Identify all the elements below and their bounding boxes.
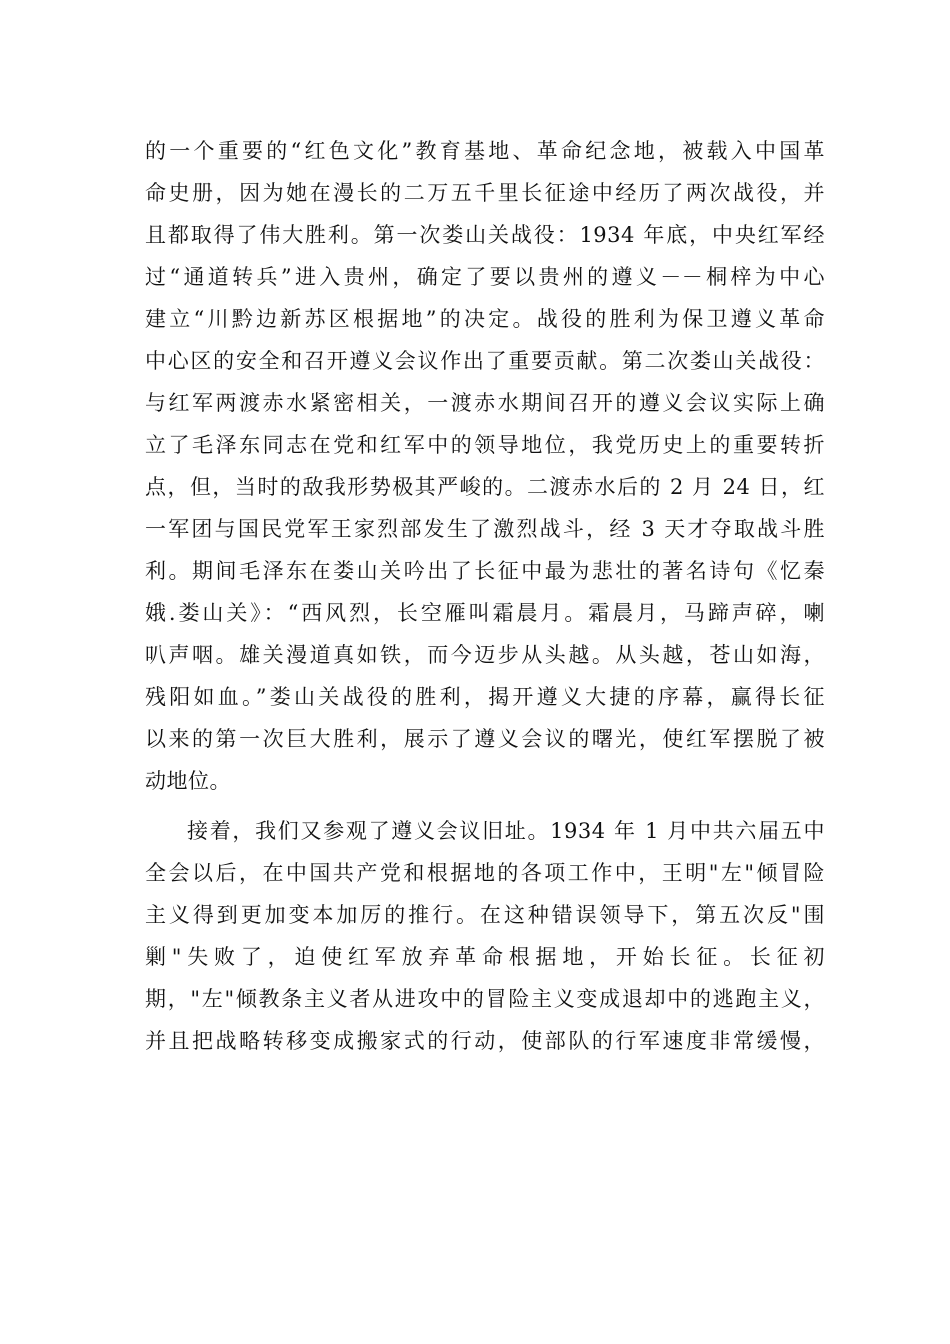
text-line: 接着，我们又参观了遵义会议旧址。1934 年 1 月中共六届五中	[187, 819, 825, 843]
text-line: 主义得到更加变本加厉的推行。在这种错误领导下，第五次反"围	[145, 903, 825, 927]
text-line: 利。期间毛泽东在娄山关吟出了长征中最为悲壮的著名诗句《忆秦	[145, 559, 825, 583]
text-line: 的一个重要的“红色文化”教育基地、革命纪念地，被载入中国革	[145, 139, 825, 163]
text-line: 与红军两渡赤水紧密相关，一渡赤水期间召开的遵义会议实际上确	[145, 391, 825, 415]
text-line: 全会以后，在中国共产党和根据地的各项工作中，王明"左"倾冒险	[145, 861, 825, 885]
text-line: 中心区的安全和召开遵义会议作出了重要贡献。第二次娄山关战役：	[145, 349, 825, 373]
text-line: 动地位。	[145, 769, 231, 793]
text-line: 过“通道转兵”进入贵州，确定了要以贵州的遵义－－桐梓为中心	[145, 265, 825, 289]
paragraph-gap	[145, 802, 825, 810]
text-line: 剿"失败了，迫使红军放弃革命根据地，开始长征。长征初	[145, 945, 825, 969]
text-line: 一军团与国民党军王家烈部发生了激烈战斗，经 3 天才夺取战斗胜	[145, 517, 825, 541]
text-line: 娥.娄山关》：“西风烈，长空雁叫霜晨月。霜晨月，马蹄声碎，喇	[145, 601, 825, 625]
paragraph	[145, 130, 825, 802]
text-line: 期，"左"倾教条主义者从进攻中的冒险主义变成退却中的逃跑主义，	[145, 987, 825, 1011]
text-line: 建立“川黔边新苏区根据地”的决定。战役的胜利为保卫遵义革命	[145, 307, 825, 331]
text-line: 叭声咽。雄关漫道真如铁，而今迈步从头越。从头越，苍山如海，	[145, 643, 825, 667]
text-line: 以来的第一次巨大胜利，展示了遵义会议的曙光，使红军摆脱了被	[145, 727, 825, 751]
text-line: 点，但，当时的敌我形势极其严峻的。二渡赤水后的 2 月 24 日，红	[145, 475, 825, 499]
text-line: 残阳如血。”娄山关战役的胜利，揭开遵义大捷的序幕，赢得长征	[145, 685, 825, 709]
text-line: 命史册，因为她在漫长的二万五千里长征途中经历了两次战役，并	[145, 181, 825, 205]
text-line: 并且把战略转移变成搬家式的行动，使部队的行军速度非常缓慢，	[145, 1029, 825, 1053]
paragraph	[145, 810, 825, 1062]
body-text	[145, 130, 825, 1062]
text-line: 立了毛泽东同志在党和红军中的领导地位，我党历史上的重要转折	[145, 433, 825, 457]
text-line: 且都取得了伟大胜利。第一次娄山关战役：1934 年底，中央红军经	[145, 223, 825, 247]
